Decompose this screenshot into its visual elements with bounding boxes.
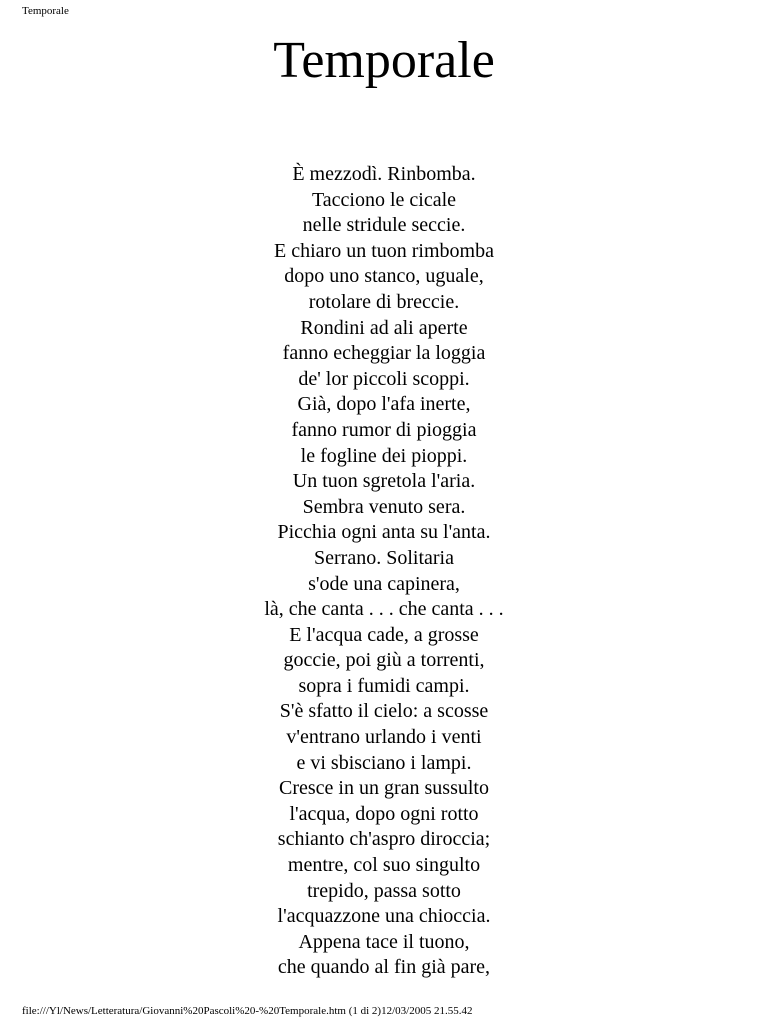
poem-line: rotolare di breccie. [308,290,460,313]
poem-line: Picchia ogni anta su l'anta. [277,521,491,544]
poem-line: schianto ch'aspro diroccia; [277,828,491,851]
poem-line: v'entrano urlando i venti [286,726,482,749]
poem-line: de' lor piccoli scoppi. [298,367,470,390]
poem-line: fanno echeggiar la loggia [282,342,486,365]
poem-line: dopo uno stanco, uguale, [284,265,484,288]
poem-line: Cresce in un gran sussulto [279,777,489,800]
page-header-title: Temporale [22,5,69,17]
poem-line: Serrano. Solitaria [314,546,454,569]
poem-line: fanno rumor di pioggia [291,418,477,441]
poem-line: che quando al fin già pare, [277,956,491,979]
poem-title: Temporale [273,32,495,89]
poem-line: E l'acqua cade, a grosse [289,623,479,646]
page-footer-url: file:///Yl/News/Letteratura/Giovanni%20Pascoli%20-%20Temporale.htm (1 di 2)12/03/2005 21.55.42 [22,1005,473,1017]
poem-line: Appena tace il tuono, [298,930,470,953]
poem-line: nelle stridule seccie. [302,214,466,237]
poem-line: Tacciono le cicale [311,188,457,211]
poem-line: Già, dopo l'afa inerte, [297,393,471,416]
poem-line: S'è sfatto il cielo: a scosse [279,700,489,723]
poem-line: l'acquazzone una chioccia. [277,905,491,928]
poem-line: e vi sbisciano i lampi. [296,751,472,774]
poem-line: E chiaro un tuon rimbomba [274,239,494,262]
poem-line: Sembra venuto sera. [302,495,466,518]
poem-line: mentre, col suo singulto [287,854,481,877]
poem-line: s'ode una capinera, [308,572,460,595]
poem-line: sopra i fumidi campi. [298,674,470,697]
poem-body [0,162,768,981]
poem-line: le fogline dei pioppi. [300,444,468,467]
poem-line: È mezzodì. Rinbomba. [292,163,476,185]
poem-line: là, che canta . . . che canta . . . [264,598,504,621]
poem-line: l'acqua, dopo ogni rotto [289,802,479,825]
poem-line: trepido, passa sotto [307,879,461,902]
poem-line: goccie, poi giù a torrenti, [283,649,485,672]
poem-line: Un tuon sgretola l'aria. [292,470,476,493]
poem-line: Rondini ad ali aperte [300,316,468,339]
